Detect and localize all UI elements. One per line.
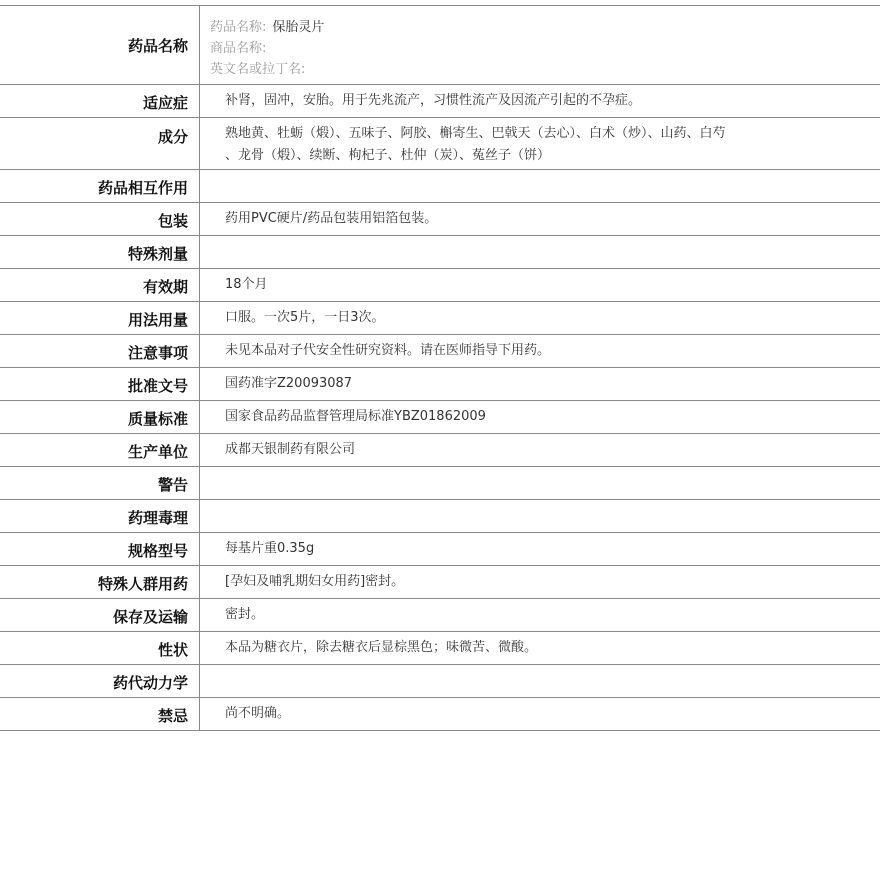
row-special-dosage <box>0 236 880 269</box>
row-label: 性状 <box>0 632 200 664</box>
row-drug-interactions <box>0 170 880 203</box>
row-label: 特殊人群用药 <box>0 566 200 598</box>
row-value: [孕妇及哺乳期妇女用药]密封。 <box>225 574 405 589</box>
generic-name-label: 药品名称: <box>210 20 267 35</box>
row-precautions <box>0 335 880 368</box>
ingredients-line-1: 熟地黄、牡蛎（煅）、五味子、阿胶、槲寄生、巴戟天（去心）、白术（炒）、山药、白芍 <box>225 126 726 141</box>
row-value <box>200 236 880 268</box>
row-label: 注意事项 <box>0 335 200 367</box>
row-ingredients <box>0 118 880 170</box>
row-value: 本品为糖衣片，除去糖衣后显棕黑色；味微苦、微酸。 <box>225 640 538 655</box>
row-value: 尚不明确。 <box>225 706 291 721</box>
row-value: 口服。一次5片，一日3次。 <box>225 310 385 325</box>
row-storage <box>0 599 880 632</box>
trade-name-label: 商品名称: <box>210 41 267 56</box>
english-name-label: 英文名或拉丁名: <box>210 62 306 77</box>
row-value: 国药准字Z20093087 <box>225 376 353 391</box>
row-label: 警告 <box>0 467 200 499</box>
row-value: 未见本品对子代安全性研究资料。请在医师指导下用药。 <box>225 343 551 358</box>
row-description <box>0 632 880 665</box>
row-pharmacokinetics <box>0 665 880 698</box>
row-value <box>200 170 880 202</box>
row-label: 包装 <box>0 203 200 235</box>
row-label: 成分 <box>0 118 200 169</box>
row-label: 药品相互作用 <box>0 170 200 202</box>
row-label: 规格型号 <box>0 533 200 565</box>
row-manufacturer <box>0 434 880 467</box>
row-label: 有效期 <box>0 269 200 301</box>
row-packaging <box>0 203 880 236</box>
row-value <box>200 118 880 169</box>
row-value <box>200 6 880 84</box>
row-label: 保存及运输 <box>0 599 200 631</box>
row-value: 18个月 <box>225 277 268 292</box>
row-value: 成都天银制药有限公司 <box>225 442 356 457</box>
row-label: 药品名称 <box>0 6 200 84</box>
ingredients-line-2: 、龙骨（煅）、续断、枸杞子、杜仲（炭）、菟丝子（饼） <box>225 148 551 163</box>
row-quality-standard <box>0 401 880 434</box>
row-label: 禁忌 <box>0 698 200 730</box>
row-specification <box>0 533 880 566</box>
row-value: 补肾，固冲，安胎。用于先兆流产，习惯性流产及因流产引起的不孕症。 <box>225 93 642 108</box>
generic-name-line <box>210 17 880 38</box>
row-value: 药用PVC硬片/药品包装用铝箔包装。 <box>225 211 438 226</box>
row-label: 特殊剂量 <box>0 236 200 268</box>
row-drug-name <box>0 6 880 85</box>
drug-info-table <box>0 5 880 731</box>
row-indications <box>0 85 880 118</box>
row-shelf-life <box>0 269 880 302</box>
row-special-populations <box>0 566 880 599</box>
row-contraindications <box>0 698 880 731</box>
row-label: 生产单位 <box>0 434 200 466</box>
row-approval-number <box>0 368 880 401</box>
row-value <box>200 665 880 697</box>
row-label: 药理毒理 <box>0 500 200 532</box>
row-value <box>200 500 880 532</box>
row-label: 批准文号 <box>0 368 200 400</box>
row-label: 用法用量 <box>0 302 200 334</box>
row-dosage <box>0 302 880 335</box>
row-value: 每基片重0.35g <box>225 541 315 556</box>
row-pharmacology <box>0 500 880 533</box>
row-label: 适应症 <box>0 85 200 117</box>
row-value: 国家食品药品监督管理局标准YBZ01862009 <box>225 409 486 424</box>
row-label: 药代动力学 <box>0 665 200 697</box>
row-label: 质量标准 <box>0 401 200 433</box>
row-warning <box>0 467 880 500</box>
generic-name-value: 保胎灵片 <box>272 20 325 35</box>
row-value <box>200 467 880 499</box>
row-value: 密封。 <box>225 607 265 622</box>
